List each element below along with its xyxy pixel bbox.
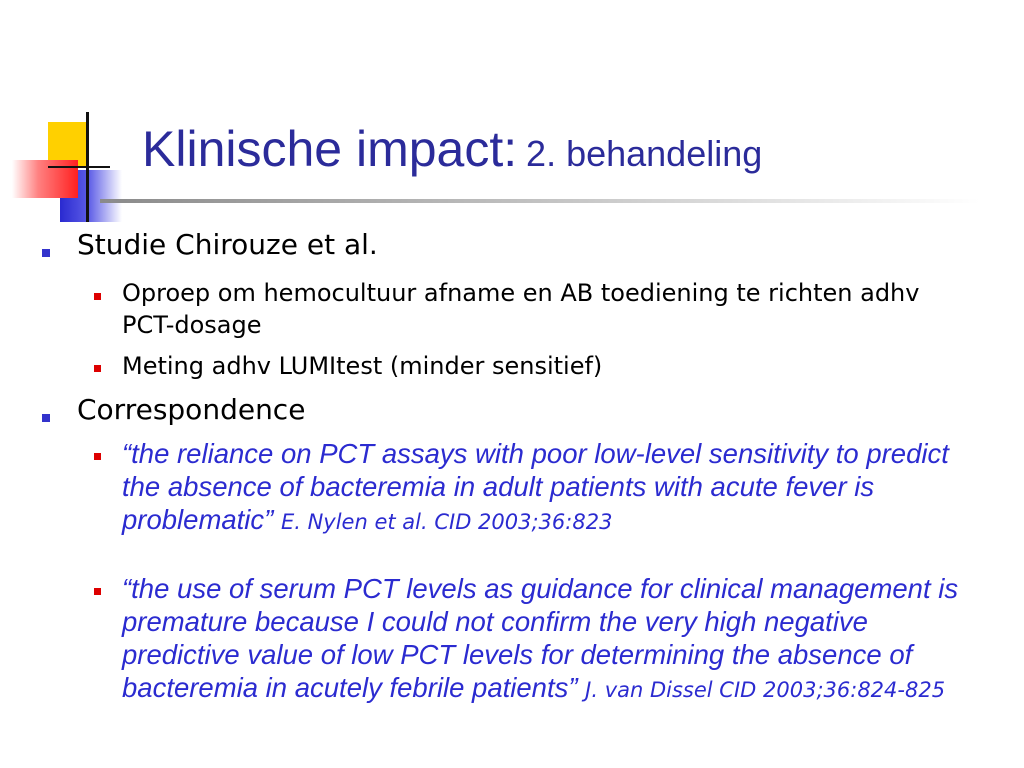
quote-citation: J. van Dissel CID 2003;36:824-825 — [585, 678, 946, 702]
sub-list-item: Meting adhv LUMItest (minder sensitief) — [122, 352, 603, 380]
bullet-square-icon — [42, 414, 50, 422]
list-item: Studie Chirouze et al. — [77, 228, 378, 261]
quote-citation: E. Nylen et al. CID 2003;36:823 — [280, 510, 613, 534]
quote-block — [122, 437, 992, 539]
bullet-square-icon — [94, 588, 101, 595]
bullet-square-icon — [94, 365, 101, 372]
bullet-square-icon — [94, 293, 101, 300]
bullet-square-icon — [94, 453, 101, 460]
bullet-square-icon — [42, 249, 50, 257]
sub-list-item: Oproep om hemocultuur afname en AB toediening te richten adhv PCT-dosage — [122, 279, 920, 339]
horizontal-line — [48, 166, 110, 168]
title-sub: 2. behandeling — [526, 133, 763, 174]
slide-title — [142, 120, 762, 178]
quote-text: “the reliance on PCT assays with poor low-level sensitivity to predict the absence of bacteremia in adult patients with acute fever is problematic” — [122, 438, 949, 535]
title-divider — [100, 199, 980, 203]
quote-text: “the use of serum PCT levels as guidance for clinical management is premature because I could not confirm the very high negative predictive value of low PCT levels for determining the absence of bacteremia in acutely febrile patients” — [122, 573, 959, 703]
decorative-logo — [0, 0, 140, 230]
quote-block — [122, 572, 992, 707]
title-main: Klinische impact: — [142, 121, 518, 177]
list-item: Correspondence — [77, 393, 306, 426]
